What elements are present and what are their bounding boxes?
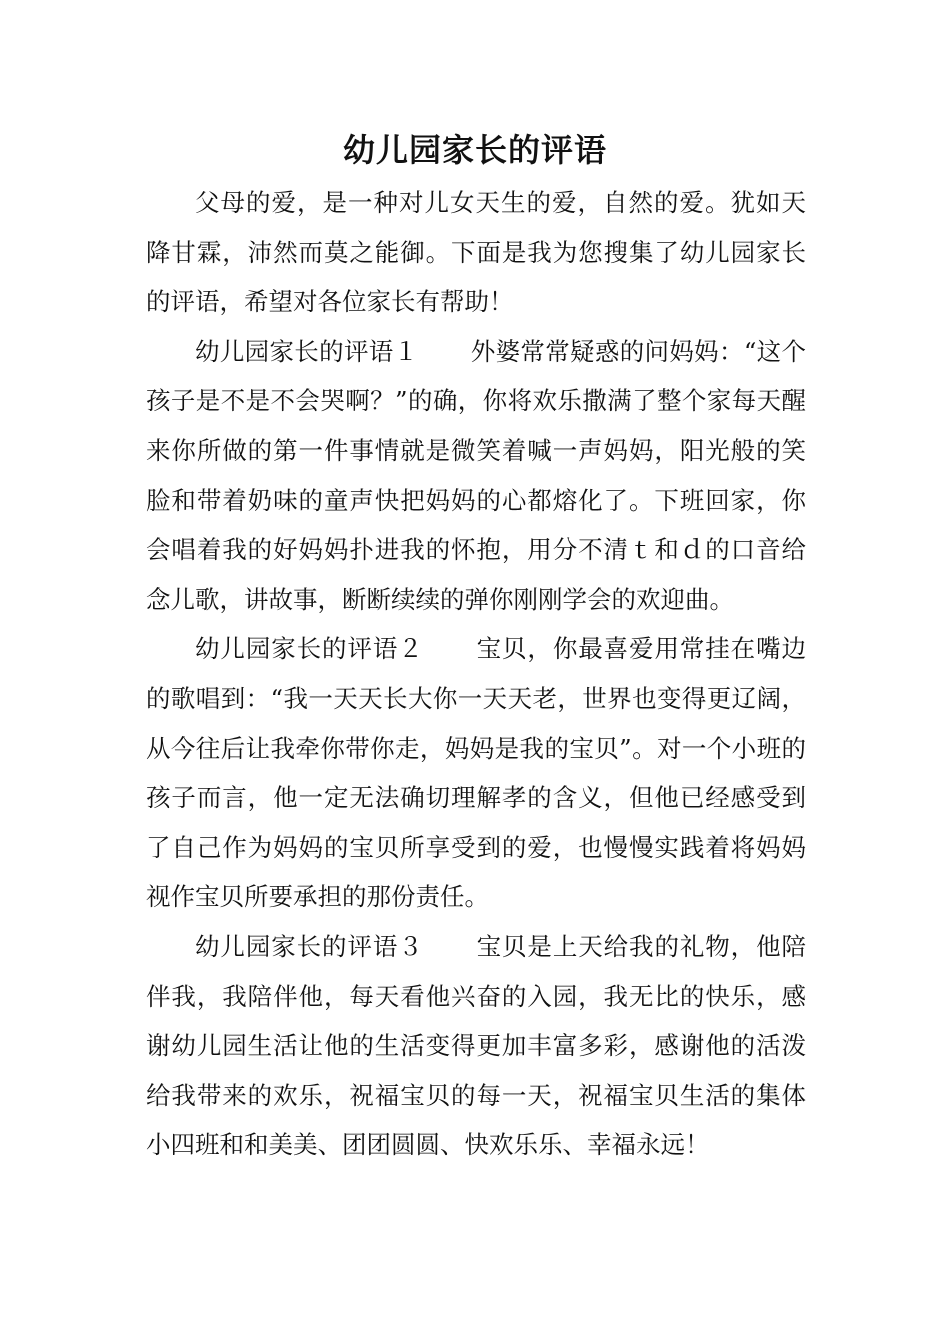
paragraph-text: 宝贝，你最喜爱用常挂在嘴边的歌唱到：“我一天天长大你一天天老，世界也变得更辽阔，从今往后让我牵你带你走，妈妈是我的宝贝”。对一个小班的孩子而言，他一定无法确切理解孝的含义，但他已经感受到了自己作为妈妈的宝贝所享受到的爱，也慢慢实践着将妈妈视作宝贝所要承担的那份责任。 bbox=[146, 634, 807, 912]
paragraph-text: 外婆常常疑惑的问妈妈：“这个孩子是不是不会哭啊？”的确，你将欢乐撒满了整个家每天醒来你所做的第一件事情就是微笑着喊一声妈妈，阳光般的笑脸和带着奶味的童声快把妈妈的心都熔化了。下班回家，你会唱着我的好妈妈扑进我的怀抱，用分不清ｔ和ｄ的口音给念儿歌，讲故事，断断续续的弹你刚刚学会的欢迎曲。 bbox=[146, 336, 806, 614]
paragraph-heading: 幼儿园家长的评语３ bbox=[195, 931, 424, 961]
paragraph-heading: 幼儿园家长的评语１ bbox=[195, 336, 419, 366]
paragraph-text: 父母的爱，是一种对儿女天生的爱，自然的爱。犹如天降甘霖，沛然而莫之能御。下面是我为您搜集了幼儿园家长的评语，希望对各位家长有帮助！ bbox=[146, 188, 806, 317]
comment-paragraph-2 bbox=[146, 624, 806, 922]
comment-paragraph-1 bbox=[146, 327, 806, 625]
comment-paragraph-3 bbox=[146, 922, 806, 1170]
paragraph-text: 宝贝是上天给我的礼物，他陪伴我，我陪伴他，每天看他兴奋的入园，我无比的快乐，感谢幼儿园生活让他的生活变得更加丰富多彩，感谢他的活泼给我带来的欢乐，祝福宝贝的每一天，祝福宝贝生活的集体小四班和和美美、团团圆圆、快欢乐乐、幸福永远！ bbox=[146, 931, 807, 1160]
document-title: 幼儿园家长的评语 bbox=[342, 131, 607, 169]
intro-paragraph bbox=[146, 178, 806, 327]
document-body bbox=[146, 178, 806, 1170]
paragraph-heading: 幼儿园家长的评语２ bbox=[195, 634, 424, 664]
